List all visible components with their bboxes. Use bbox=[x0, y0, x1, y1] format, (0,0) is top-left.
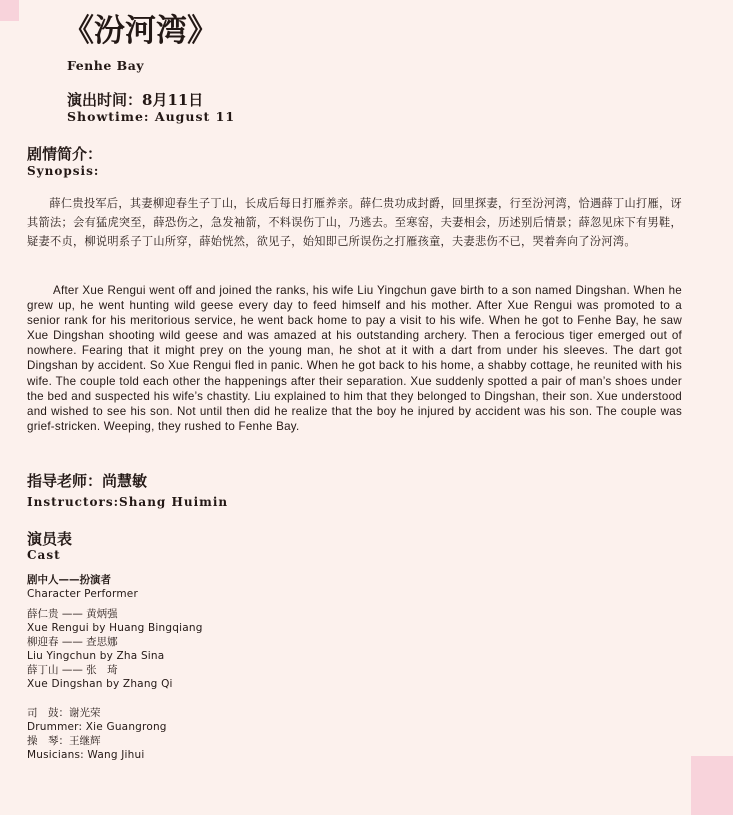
corner-decoration-bottom-right bbox=[691, 756, 733, 815]
cast-line: Xue Dingshan by Zhang Qi bbox=[27, 678, 173, 690]
showtime-chinese: 演出时间：8月11日 bbox=[67, 91, 204, 109]
cast-line: 柳迎春 —— 查思娜 bbox=[27, 636, 118, 648]
synopsis-text-english: After Xue Rengui went off and joined the ranks, his wife Liu Yingchun gave birth to a son named Dingshan. When he grew up, he went hunting wild geese every day to feed himself and his mother. After Xue Rengui was promoted to a senior rank for his meritorious service, he went back home to pay a visit to his wife. When he got to Fenhe Bay, he saw Xue Dingshan shooting wild geese and was amazed at his outstanding archery. Then a ferocious tiger emerged out of nowhere. Fearing that it might prey on the young man, he shot at it with a dart from under his sleeves. The dart got Dingshan by accident. So Xue Rengui fled in panic. When he got back to his home, a shabby cottage, he reunited with his wife. The couple told each other the happenings after their separation. Xue suddenly spotted a pair of man’s shoes under the bed and suspected his wife’s chastity. Liu explained to him that they belonged to Dingshan, their son. Xue understood and wished to see his son. Not until then did he realize that the boy he injured by accident was his son. The couple was grief-stricken. Weeping, they rushed to Fenhe Bay. bbox=[27, 284, 682, 433]
showtime-english: Showtime: August 11 bbox=[67, 109, 236, 124]
cast-line: Xue Rengui by Huang Bingqiang bbox=[27, 622, 203, 634]
musician-line: Drummer: Xie Guangrong bbox=[27, 721, 167, 733]
corner-decoration-top-left bbox=[0, 0, 19, 21]
musician-line: 操 琴：王继辉 bbox=[27, 735, 101, 747]
synopsis-heading-english: Synopsis: bbox=[27, 164, 100, 178]
cast-line: 薛仁贵 —— 黄炳强 bbox=[27, 608, 118, 620]
cast-line: 薛丁山 —— 张 琦 bbox=[27, 664, 118, 676]
cast-heading: 演员表 bbox=[27, 530, 73, 548]
synopsis-text-chinese: 薛仁贵投军后，其妻柳迎春生子丁山，长成后每日打雁养亲。薛仁贵功成封爵，回里探妻，行至汾河湾，恰遇薛丁山打雁，讶其箭法；会有猛虎突至，薛恐伤之，急发袖箭，不料误伤丁山，乃逃去。至寒窑，夫妻相会，历述别后情景；薛忽见床下有男鞋，疑妻不贞，柳说明系子丁山所穿，薛始恍然，欲见子，始知即己所误伤之打雁孩童，夫妻悲伤不已，哭着奔向了汾河湾。 bbox=[27, 197, 682, 248]
musician-line: Musicians: Wang Jihui bbox=[27, 749, 145, 761]
cast-column-header: 剧中人——扮演者 bbox=[27, 574, 111, 586]
synopsis-heading: 剧情简介： bbox=[27, 145, 103, 163]
cast-column-header-english: Character Performer bbox=[27, 588, 138, 600]
cast-line: Liu Yingchun by Zha Sina bbox=[27, 650, 165, 662]
cast-heading-english: Cast bbox=[27, 548, 61, 562]
musician-line: 司 鼓：谢光荣 bbox=[27, 707, 101, 719]
page-title-english: Fenhe Bay bbox=[67, 58, 145, 73]
instructors-heading-english: Instructors:Shang Huimin bbox=[27, 495, 229, 509]
page-title: 《汾河湾》 bbox=[63, 13, 218, 49]
instructors-heading: 指导老师：尚慧敏 bbox=[27, 472, 148, 490]
